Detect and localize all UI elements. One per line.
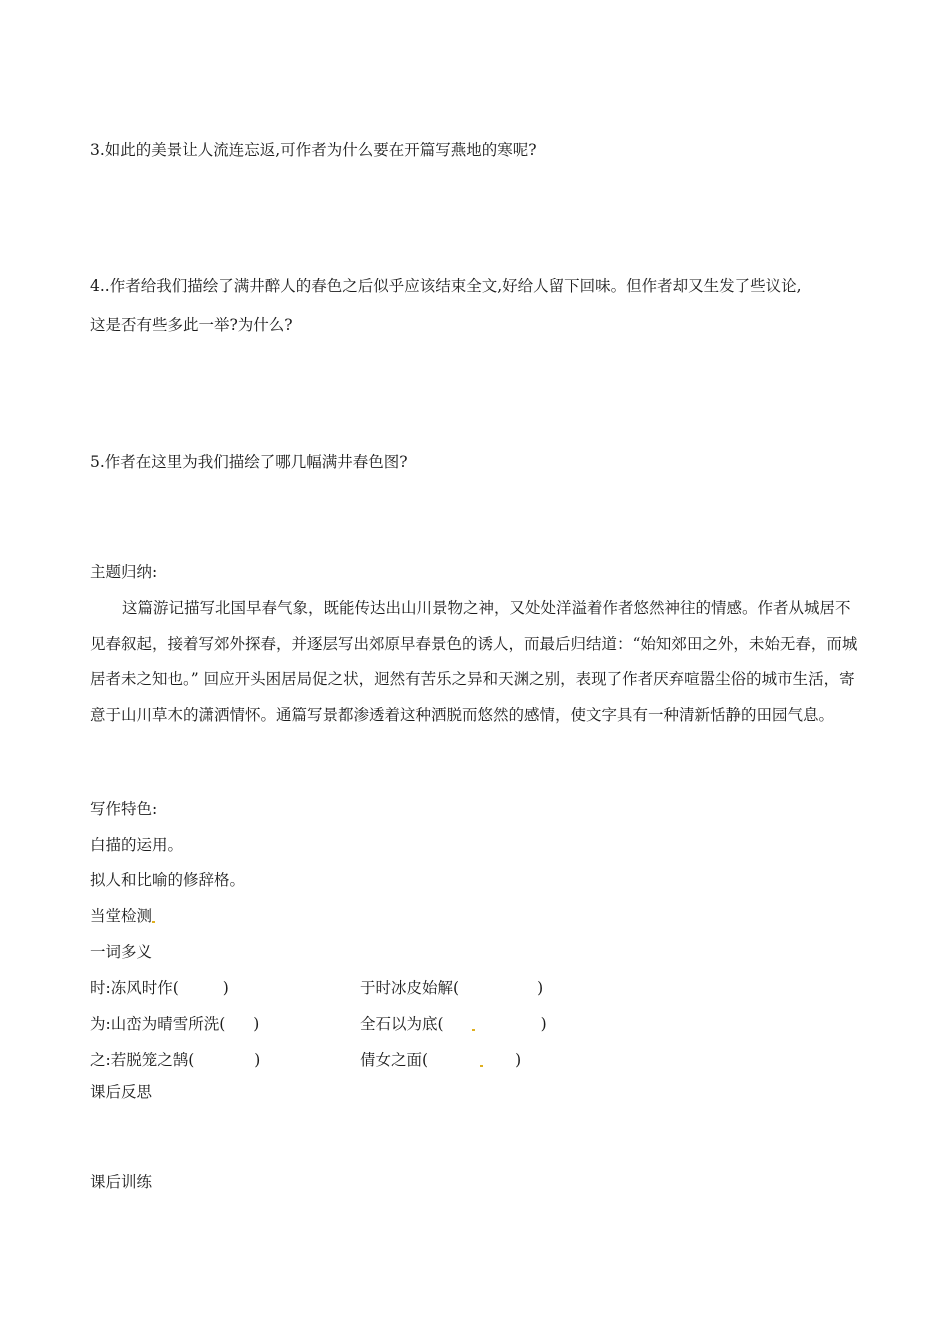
test-heading: 当堂检测 [90,906,155,926]
yellow-mark-icon [152,921,155,923]
theme-heading: 主题归纳: [90,563,158,581]
question-4-line-1: 4..作者给我们描绘了满井醉人的春色之后似乎应该结束全文,好给人留下回味。但作者却又生发了些议论, [90,277,802,295]
writing-item-2: 拟人和比喻的修辞格。 [90,871,246,889]
test-subheading: 一词多义 [90,943,153,961]
yellow-mark-icon [480,1065,483,1067]
exercise-row-1-left: 时:冻风时作( ) [90,979,229,997]
theme-body: 这篇游记描写北国早春气象，既能传达出山川景物之神，又处处洋溢着作者悠然神往的情感。作者从城居不见春叙起，接着写郊外探春，并逐层写出郊原早春景色的诱人，而最后归结道：“始知郊田之外，未始无春，而城居者未之知也。” 回应开头困居局促之状，迥然有苦乐之异和天渊之别，表现了作者厌弃喧嚣尘俗的城市生活，寄意于山川草木的潇洒情怀。通篇写景都渗透着这种洒脱而悠然的感情，使文字具有一种清新恬静的田园气息。 [90,599,858,724]
question-5: 5.作者在这里为我们描绘了哪几幅满井春色图? [90,453,408,471]
yellow-mark-icon [472,1029,475,1031]
exercise-row-2-right: 全石以为底( ) [360,1015,547,1033]
writing-heading: 写作特色: [90,800,158,818]
question-3: 3.如此的美景让人流连忘返,可作者为什么要在开篇写燕地的寒呢? [90,141,537,159]
exercise-row-2-left: 为:山峦为晴雪所洗( ) [90,1015,260,1033]
reflection-heading: 课后反思 [90,1083,153,1101]
exercise-row-1-right: 于时冰皮始解( ) [360,979,544,997]
exercise-row-3-right: 倩女之面( ) [360,1051,522,1069]
theme-paragraph [90,591,862,733]
exercise-row-3-left: 之:若脱笼之鹄( ) [90,1051,261,1069]
question-4-line-2: 这是否有些多此一举?为什么? [90,316,293,334]
writing-item-1: 白描的运用。 [90,836,184,854]
training-heading: 课后训练 [90,1173,153,1191]
